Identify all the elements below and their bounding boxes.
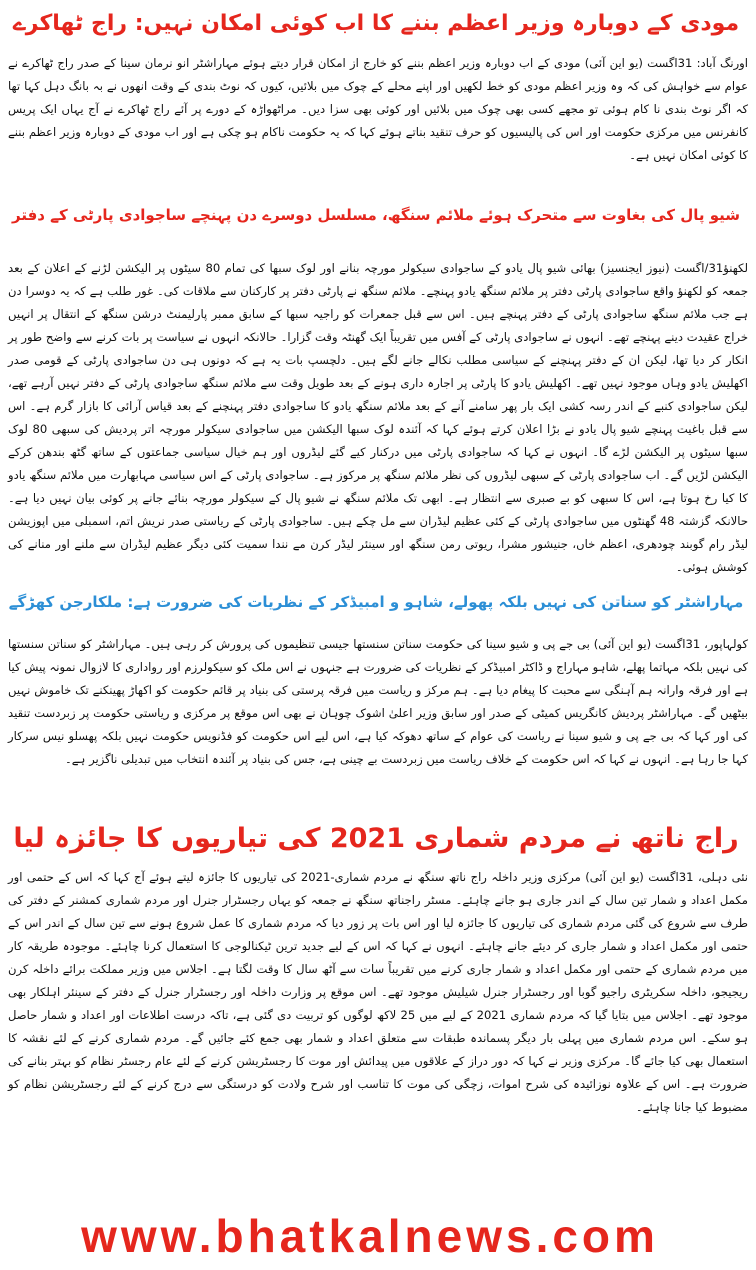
website-footer-link[interactable]: www.bhatkalnews.com [81,1210,659,1262]
article-4-body: نئی دہلی، 31اگست (یو این آئی) مرکزی وزیر داخلہ راج ناتھ سنگھ نے مردم شماری-2021 کی تیاریوں کا جائزہ لیتے ہوئے آج کہا کہ اس کے حتمی اور مکمل اعداد و شمار تین سال کے اندر جاری ہو جانے چاہئے۔ مسٹر راجناتھ سنگھ نے جمعہ کو یہاں رجسٹرار جنرل اور مردم شماری کمشنر کے دفتر کی طرف سے شروع کی گئی مردم شماری کی تیاریوں کا جائزہ لیا اور اس بات پر زور دیا کہ مردم شماری کا عمل شروع ہونے سے تین سال کے اندر اس کے حتمی اور مکمل اعداد و شمار جاری کر دیئے جانے چاہئے۔ انہوں نے کہا کہ اس کے لیے جدید ترین ٹیکنالوجی کا استعمال کرنا چاہئے۔ موجودہ طریقہ کار میں مردم شماری کے حتمی اور مکمل اعداد و شمار جاری کرنے میں تقریباً سات سے آٹھ سال کا وقت لگتا ہے۔ اجلاس میں وزیر مملکت برائے داخلہ کرن ریجیجو، داخلہ سکریٹری راجیو گوبا اور رجسٹرار جنرل شیلیش موجود تھے۔ اس موقع پر وزارت داخلہ اور رجسٹرار جنرل کے دفتر کے سینئر اہلکار بھی موجود تھے۔ اجلاس میں بتایا گیا کہ مردم شماری 2021 کے لیے میں 25 لاکھ لوگوں کو تربیت دی گئی ہے، تاکہ درست اطلاعات اور اعداد و شمار حاصل ہو سکے۔ اس مردم شماری میں پہلی بار دیگر پسماندہ طبقات سے متعلق اعداد و شمار بھی جمع کئے جائیں گے۔ مردم شماری کرنے کے لئے نقشہ کا استعمال بھی کیا جائے گا۔ مرکزی وزیر نے کہا کہ دور دراز کے علاقوں میں پیدائش اور موت کا رجسٹریشن کرنے کے لئے عام رجسٹر نظام کو بہتر بنانے کی ضرورت ہے۔ اس کے علاوہ نوزائیدہ کی شرح اموات، زچگی کی موت کا تناسب اور شرح ولادت کو درستگی سے درج کرنے کے لئے رجسٹریشن نظام کو مضبوط کیا جانا چاہئے۔ [8,870,748,1114]
article-1-headline: مودی کے دوبارہ وزیر اعظم بننے کا اب کوئی امکان نہیں: راج ٹھاکرے [12,11,740,36]
article-2-body: لکھنؤ31/اگست (نیوز ایجنسیز) بھائی شیو پال یادو کے ساجوادی سیکولر مورچہ بنانے اور لوک سبھا کی تمام 80 سیٹوں پر الیکشن لڑنے کے اعلان کے بعد جمعہ کو لکھنؤ واقع ساجوادی پارٹی دفتر پر ملائم سنگھ یادو پہنچے۔ ملائم سنگھ نے پارٹی دفتر پر کارکنان سے ملاقات کی۔ غور طلب ہے کہ یہ دوسرا دن ہے جب ملائم سنگھ ساجوادی پارٹی کے دفتر پہنچے ہیں۔ اس سے قبل جمعرات کو راجیہ سبھا کے سابق ممبر پارلیمنٹ درشن سنگھ کے انتقال پر انہیں خراج عقیدت دینے پہنچے تھے۔ انہوں نے ساجوادی پارٹی کے آفس میں تقریباً ایک گھنٹہ وقت گزارا۔ حالانکہ انہوں نے سیاست پر بات کرنے سے واضح طور پر انکار کر دیا تھا، لیکن ان کے دفتر پہنچنے کے سیاسی مطلب نکالے جانے لگے ہیں۔ دلچسپ بات یہ ہے کہ دونوں ہی دن ساجوادی پارٹی کے قومی صدر اکھلیش یادو وہاں موجود نہیں تھے۔ اکھلیش یادو کا پارٹی پر اجارہ داری ہونے کے بعد طویل وقت سے ملائم سنگھ ساجوادی پارٹی کے دفتر نہیں آرہے تھے، لیکن ساجوادی کنبے کے اندر رسہ کشی ایک بار پھر سامنے آنے کے بعد ملائم سنگھ یادو کا ساجوادی دفتر پہنچنے کے بعد قیاس آرائی کا بازار گرم ہے۔ اس سے قبل باغیت پہنچے شیو پال یادو نے بڑا اعلان کرتے ہوئے کہا کہ آئندہ لوک سبھا الیکشن میں ساجوادی سیکولر مورچہ اتر پردیش کی سبھی 80 لوک سبھا سیٹوں پر الیکشن لڑے گا۔ انہوں نے کہا کہ ساجوادی پارٹی میں درکنار کیے گئے لیڈروں اور ہم خیال سیاسی جماعتوں کے ساتھ گٹھ بندھن کرکے الیکشن لڑیں گے۔ اب ساجوادی پارٹی کے سبھی لیڈروں کی نظر ملائم سنگھ پر مرکوز ہے۔ ساجوادی پارٹی کے اس سیاسی مہابھارت میں ملائم سنگھ یادو کا کیا رخ ہوتا ہے، اس کا سبھی کو بے صبری سے انتظار ہے۔ ابھی تک ملائم سنگھ نے شیو پال کے سیکولر مورچہ بنائے جانے پر کوئی بیان نہیں دیا ہے۔ حالانکہ گزشتہ 48 گھنٹوں میں ساجوادی پارٹی کے کئی عظیم لیڈران سے مل چکے ہیں۔ ساجوادی پارٹی کے ریاستی صدر نریش اتم، اسمبلی میں اپوزیشن لیڈر رام گوبند چودھری، اعظم خاں، جنیشور مشرا، ریوتی رمن سنگھ اور سینئر لیڈر کرن مے نندا سمیت کئی دیگر عظیم لیڈران سے ملنے اور منانے کی کوشش ہوئی۔ [8,261,748,574]
article-2-headline: شیو پال کی بغاوت سے متحرک ہوئے ملائم سنگھ، مسلسل دوسرے دن پہنچے ساجوادی پارٹی کے دفتر [11,206,740,224]
article-3-headline: مہاراشٹر کو سناتن کی نہیں بلکہ پھولے، شاہو و امبیڈکر کے نظریات کی ضرورت ہے: ملکارجن کھڑگے [8,593,744,611]
article-1-body: اورنگ آباد: 31اگست (یو این آئی) مودی کے اب دوبارہ وزیر اعظم بننے کو خارج از امکان قرار دیتے ہوئے مہاراشٹر انو نرمان سینا کے صدر راج ٹھاکرے نے عوام سے خواہش کی کہ وہ وزیر اعظم مودی کو خط لکھیں اور اپنے محلے کے چوک میں بلائیں، کیوں کہ نوٹ بندی کے وقت انھوں نے بہ بانگ دہل کہا تھا کہ اگر نوٹ بندی نا کام ہوئی تو مجھے کسی بھی چوک میں بلائیں اور کوئی بھی سزا دیں۔ مراٹھواڑہ کے دورے پر آئے راج ٹھاکرے نے آج یہاں ایک پریس کانفرنس میں مرکزی حکومت اور اس کی پالیسیوں کو حرف تنقید بناتے ہوئے کہا کہ یہ حکومت ناکام ہو چکی ہے اور اب مودی کے دوبارہ وزیر اعظم بننے کا کوئی امکان نہیں ہے۔ [8,56,748,162]
article-3-body: کولہاپور، 31اگست (یو این آئی) بی جے پی و شیو سینا کی حکومت سناتن سنستھا جیسی تنظیموں کی پرورش کر رہی ہیں۔ مہاراشٹر کو سناتن سنستھا کی نہیں بلکہ مہاتما پھلے، شاہو مہاراج و ڈاکٹر امبیڈکر کے نظریات کی ضرورت ہے جنہوں نے اس ملک کو سیکولرزم اور رواداری کا لازوال نمونہ پیش کیا ہے اور فرقہ وارانہ ہم آہنگی سے محبت کا پیغام دیا ہے۔ ہم مرکز و ریاست میں فرقہ پرستی کی بنیاد پر قائم حکومت کو اکھاڑ پھینکنے تک خاموش نہیں بیٹھیں گے۔ مہاراشٹر پردیش کانگریس کمیٹی کے صدر اور سابق وزیر اعلیٰ اشوک چوہان نے بھی اس موقع پر مرکزی و ریاستی حکومت پر زبردست تنقید کی اور کہا کہ بی جے پی و شیو سینا نے ریاست کی عوام کے ساتھ دھوکہ کیا ہے، اس لیے اس حکومت کو فڈنویس حکومت نہیں بلکہ پھسلو نیس سرکار کہا جا رہا ہے۔ انہوں نے کہا کہ اس حکومت کے خلاف ریاست میں زبردست بے چینی ہے، جس کی بنیاد پر آئندہ انتخاب میں تبدیلی ناگزیر ہے۔ [8,637,749,766]
article-4-headline: راج ناتھ نے مردم شماری 2021 کی تیاریوں کا جائزہ لیا [13,823,739,854]
